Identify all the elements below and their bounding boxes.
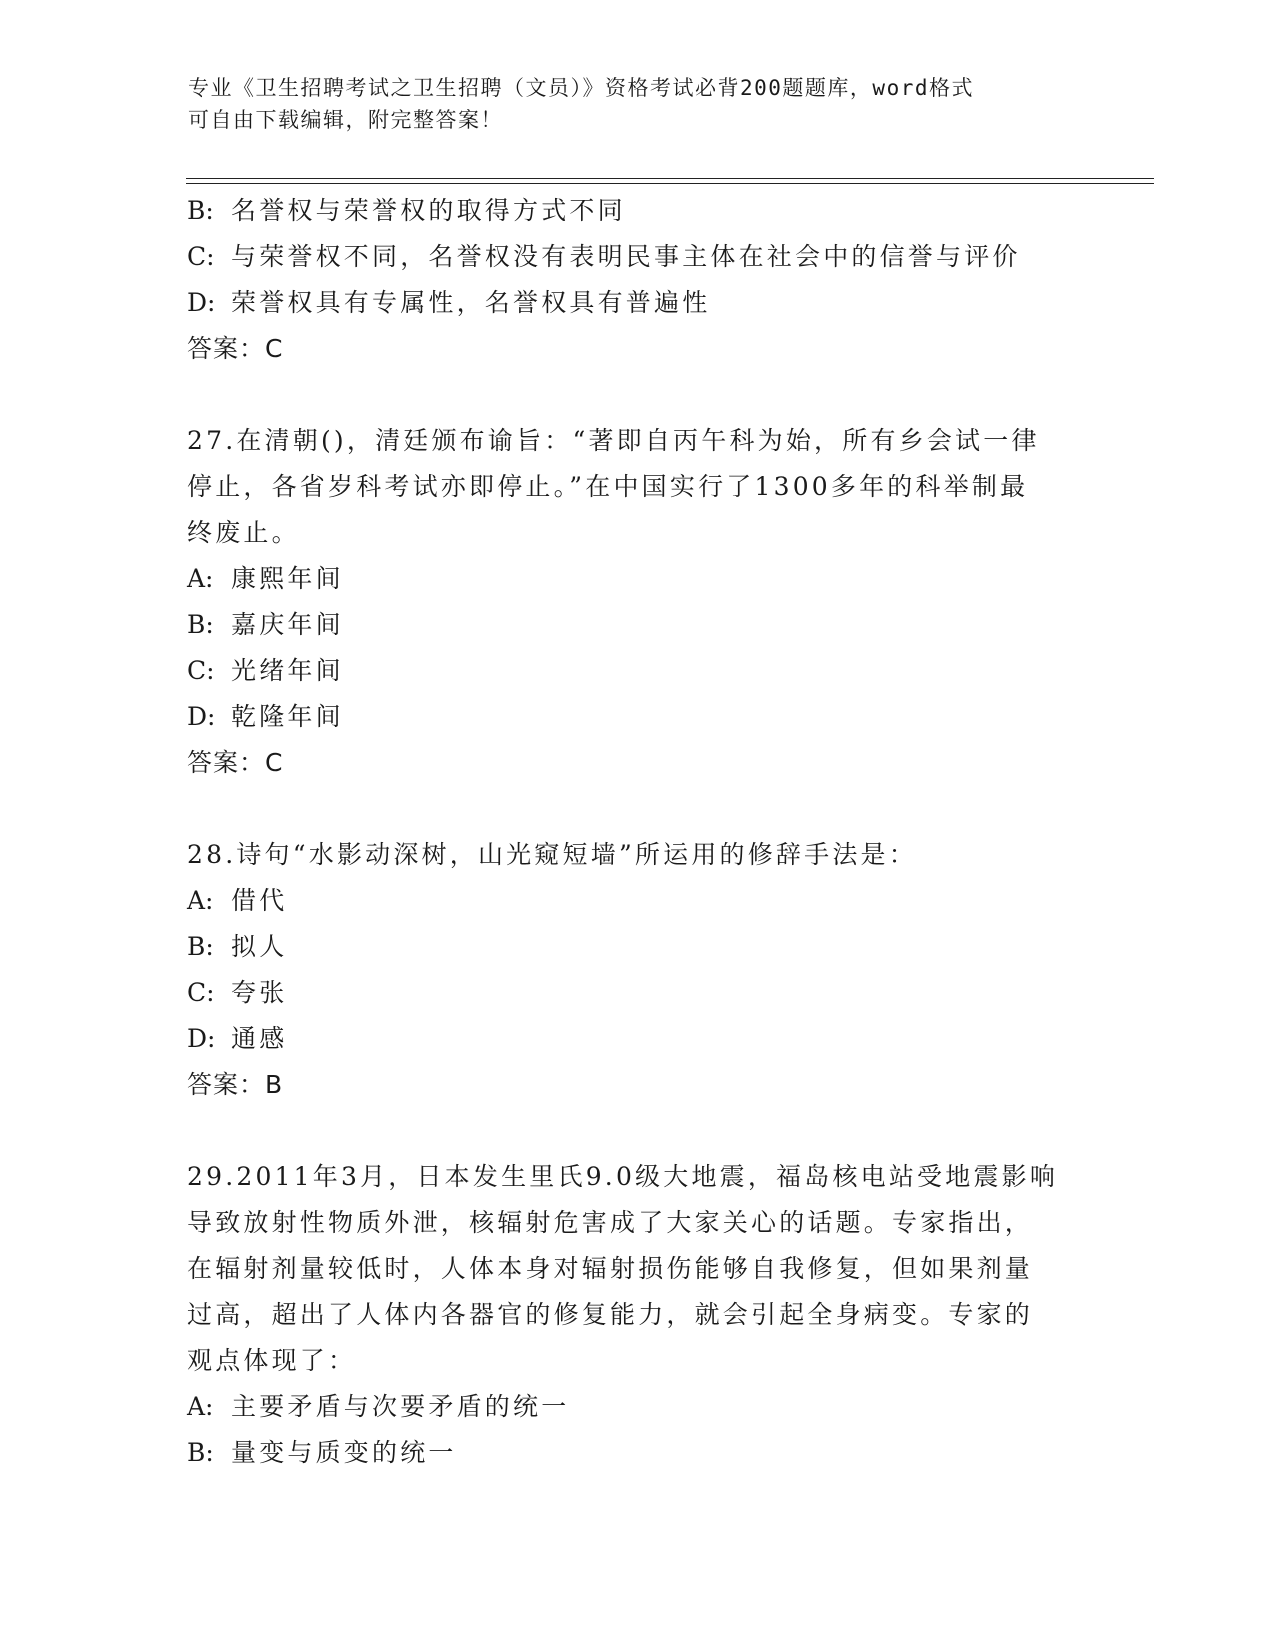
question-block-28 [187,832,1087,1108]
option-letter: C: [187,656,215,685]
option-text: 拟人 [231,932,288,961]
option-letter: A: [187,564,214,593]
header-divider-bottom [186,183,1154,184]
question-text-line: 终废止。 [187,518,300,547]
option-b [187,602,1087,648]
option-letter: A: [187,1392,214,1421]
option-letter: B: [187,196,214,225]
question-block-29 [187,1154,1087,1476]
option-letter: D: [187,288,216,317]
question-text-line: 29.2011年3月，日本发生里氏9.0级大地震，福岛核电站受地震影响 [187,1162,1059,1191]
spacer [187,1108,1087,1154]
question-block-prev [187,188,1087,372]
question-text-line: 27.在清朝()，清廷颁布谕旨：“著即自丙午科为始，所有乡会试一律 [187,426,1040,455]
option-b [187,924,1087,970]
option-text: 嘉庆年间 [231,610,344,639]
option-letter: A: [187,886,214,915]
question-text-line: 导致放射性物质外泄，核辐射危害成了大家关心的话题。专家指出， [187,1208,1034,1237]
option-text: 荣誉权具有专属性，名誉权具有普遍性 [231,288,711,317]
option-text: 与荣誉权不同，名誉权没有表明民事主体在社会中的信誉与评价 [231,242,1021,271]
option-b [187,188,1087,234]
option-d [187,694,1087,740]
header-title-line-2: 可自由下载编辑，附完整答案！ [188,108,503,132]
answer-line: 答案：B [187,1070,284,1099]
question-text-line: 观点体现了： [187,1346,357,1375]
option-a [187,878,1087,924]
option-text: 通感 [231,1024,288,1053]
document-header [188,72,1068,136]
option-text: 康熙年间 [231,564,344,593]
option-text: 量变与质变的统一 [231,1438,457,1467]
option-text: 乾隆年间 [231,702,344,731]
question-content [187,188,1087,1476]
question-block-27 [187,418,1087,786]
question-text-line: 过高，超出了人体内各器官的修复能力，就会引起全身病变。专家的 [187,1300,1034,1329]
option-text: 借代 [231,886,288,915]
option-text: 光绪年间 [231,656,344,685]
answer-line: 答案：C [187,748,284,777]
option-text: 主要矛盾与次要矛盾的统一 [231,1392,570,1421]
option-letter: B: [187,932,214,961]
option-letter: C: [187,242,215,271]
option-text: 名誉权与荣誉权的取得方式不同 [231,196,626,225]
question-text-line: 在辐射剂量较低时，人体本身对辐射损伤能够自我修复，但如果剂量 [187,1254,1034,1283]
option-b [187,1430,1087,1476]
option-a [187,556,1087,602]
option-c [187,648,1087,694]
option-letter: D: [187,702,216,731]
option-c [187,234,1087,280]
option-d [187,1016,1087,1062]
option-letter: C: [187,978,215,1007]
option-text: 夸张 [231,978,288,1007]
question-text-line: 28.诗句“水影动深树，山光窥短墙”所运用的修辞手法是： [187,840,917,869]
option-a [187,1384,1087,1430]
option-c [187,970,1087,1016]
spacer [187,372,1087,418]
answer-line: 答案：C [187,334,284,363]
option-letter: D: [187,1024,216,1053]
header-title-line-1: 专业《卫生招聘考试之卫生招聘（文员）》资格考试必背200题题库，word格式 [188,76,974,100]
option-letter: B: [187,1438,214,1467]
spacer [187,786,1087,832]
question-text-line: 停止，各省岁科考试亦即停止。”在中国实行了1300多年的科举制最 [187,472,1029,501]
option-letter: B: [187,610,214,639]
option-d [187,280,1087,326]
header-divider-top [186,178,1154,179]
